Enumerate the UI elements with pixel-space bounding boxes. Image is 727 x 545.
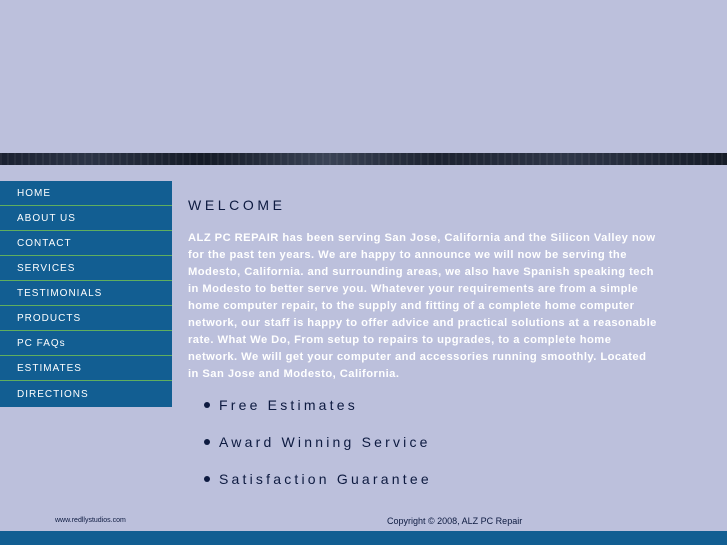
- feature-label: Award Winning Service: [219, 434, 431, 450]
- feature-item: [204, 397, 658, 434]
- page-heading: WELCOME: [188, 197, 286, 213]
- nav-item-contact[interactable]: CONTACT: [0, 231, 172, 256]
- bullet-icon: [204, 439, 210, 445]
- bullet-icon: [204, 476, 210, 482]
- footer-bar: [0, 531, 727, 545]
- feature-label: Free Estimates: [219, 397, 358, 413]
- nav-item-products[interactable]: PRODUCTS: [0, 306, 172, 331]
- intro-paragraph: ALZ PC REPAIR has been serving San Jose, California and the Silicon Valley now for the past ten years. We are happy to announce we will now be serving the Modesto, California. and surrounding areas, we also have Spanish speaking tech in Modesto to better serve you. Whatever your requirements are from a simple home computer repair, to the supply and fitting of a complete home computer network, our staff is happy to offer advice and practical solutions at a reasonable rate. What We Do, From setup to repairs to upgrades, to a complete home network. We will get your computer and accessories running smoothly. Located in San Jose and Modesto, California.: [188, 232, 657, 380]
- main-navigation: [0, 181, 172, 407]
- nav-item-about-us[interactable]: ABOUT US: [0, 206, 172, 231]
- nav-item-testimonials[interactable]: TESTIMONIALS: [0, 281, 172, 306]
- nav-item-estimates[interactable]: ESTIMATES: [0, 356, 172, 381]
- header-area: [0, 0, 727, 153]
- header-dark-band: [0, 153, 727, 165]
- designer-credit-link[interactable]: www.redllystudios.com: [55, 517, 126, 524]
- nav-item-directions[interactable]: DIRECTIONS: [17, 388, 89, 400]
- main-content: [188, 197, 658, 508]
- bullet-icon: [204, 402, 210, 408]
- copyright-text: Copyright © 2008, ALZ PC Repair: [387, 516, 523, 526]
- nav-item-pc-faqs[interactable]: PC FAQs: [0, 331, 172, 356]
- nav-item-home[interactable]: HOME: [0, 181, 172, 206]
- feature-item: [204, 471, 658, 508]
- nav-item-services[interactable]: SERVICES: [0, 256, 172, 281]
- feature-list: [204, 397, 658, 508]
- feature-item: [204, 434, 658, 471]
- feature-label: Satisfaction Guarantee: [219, 471, 432, 487]
